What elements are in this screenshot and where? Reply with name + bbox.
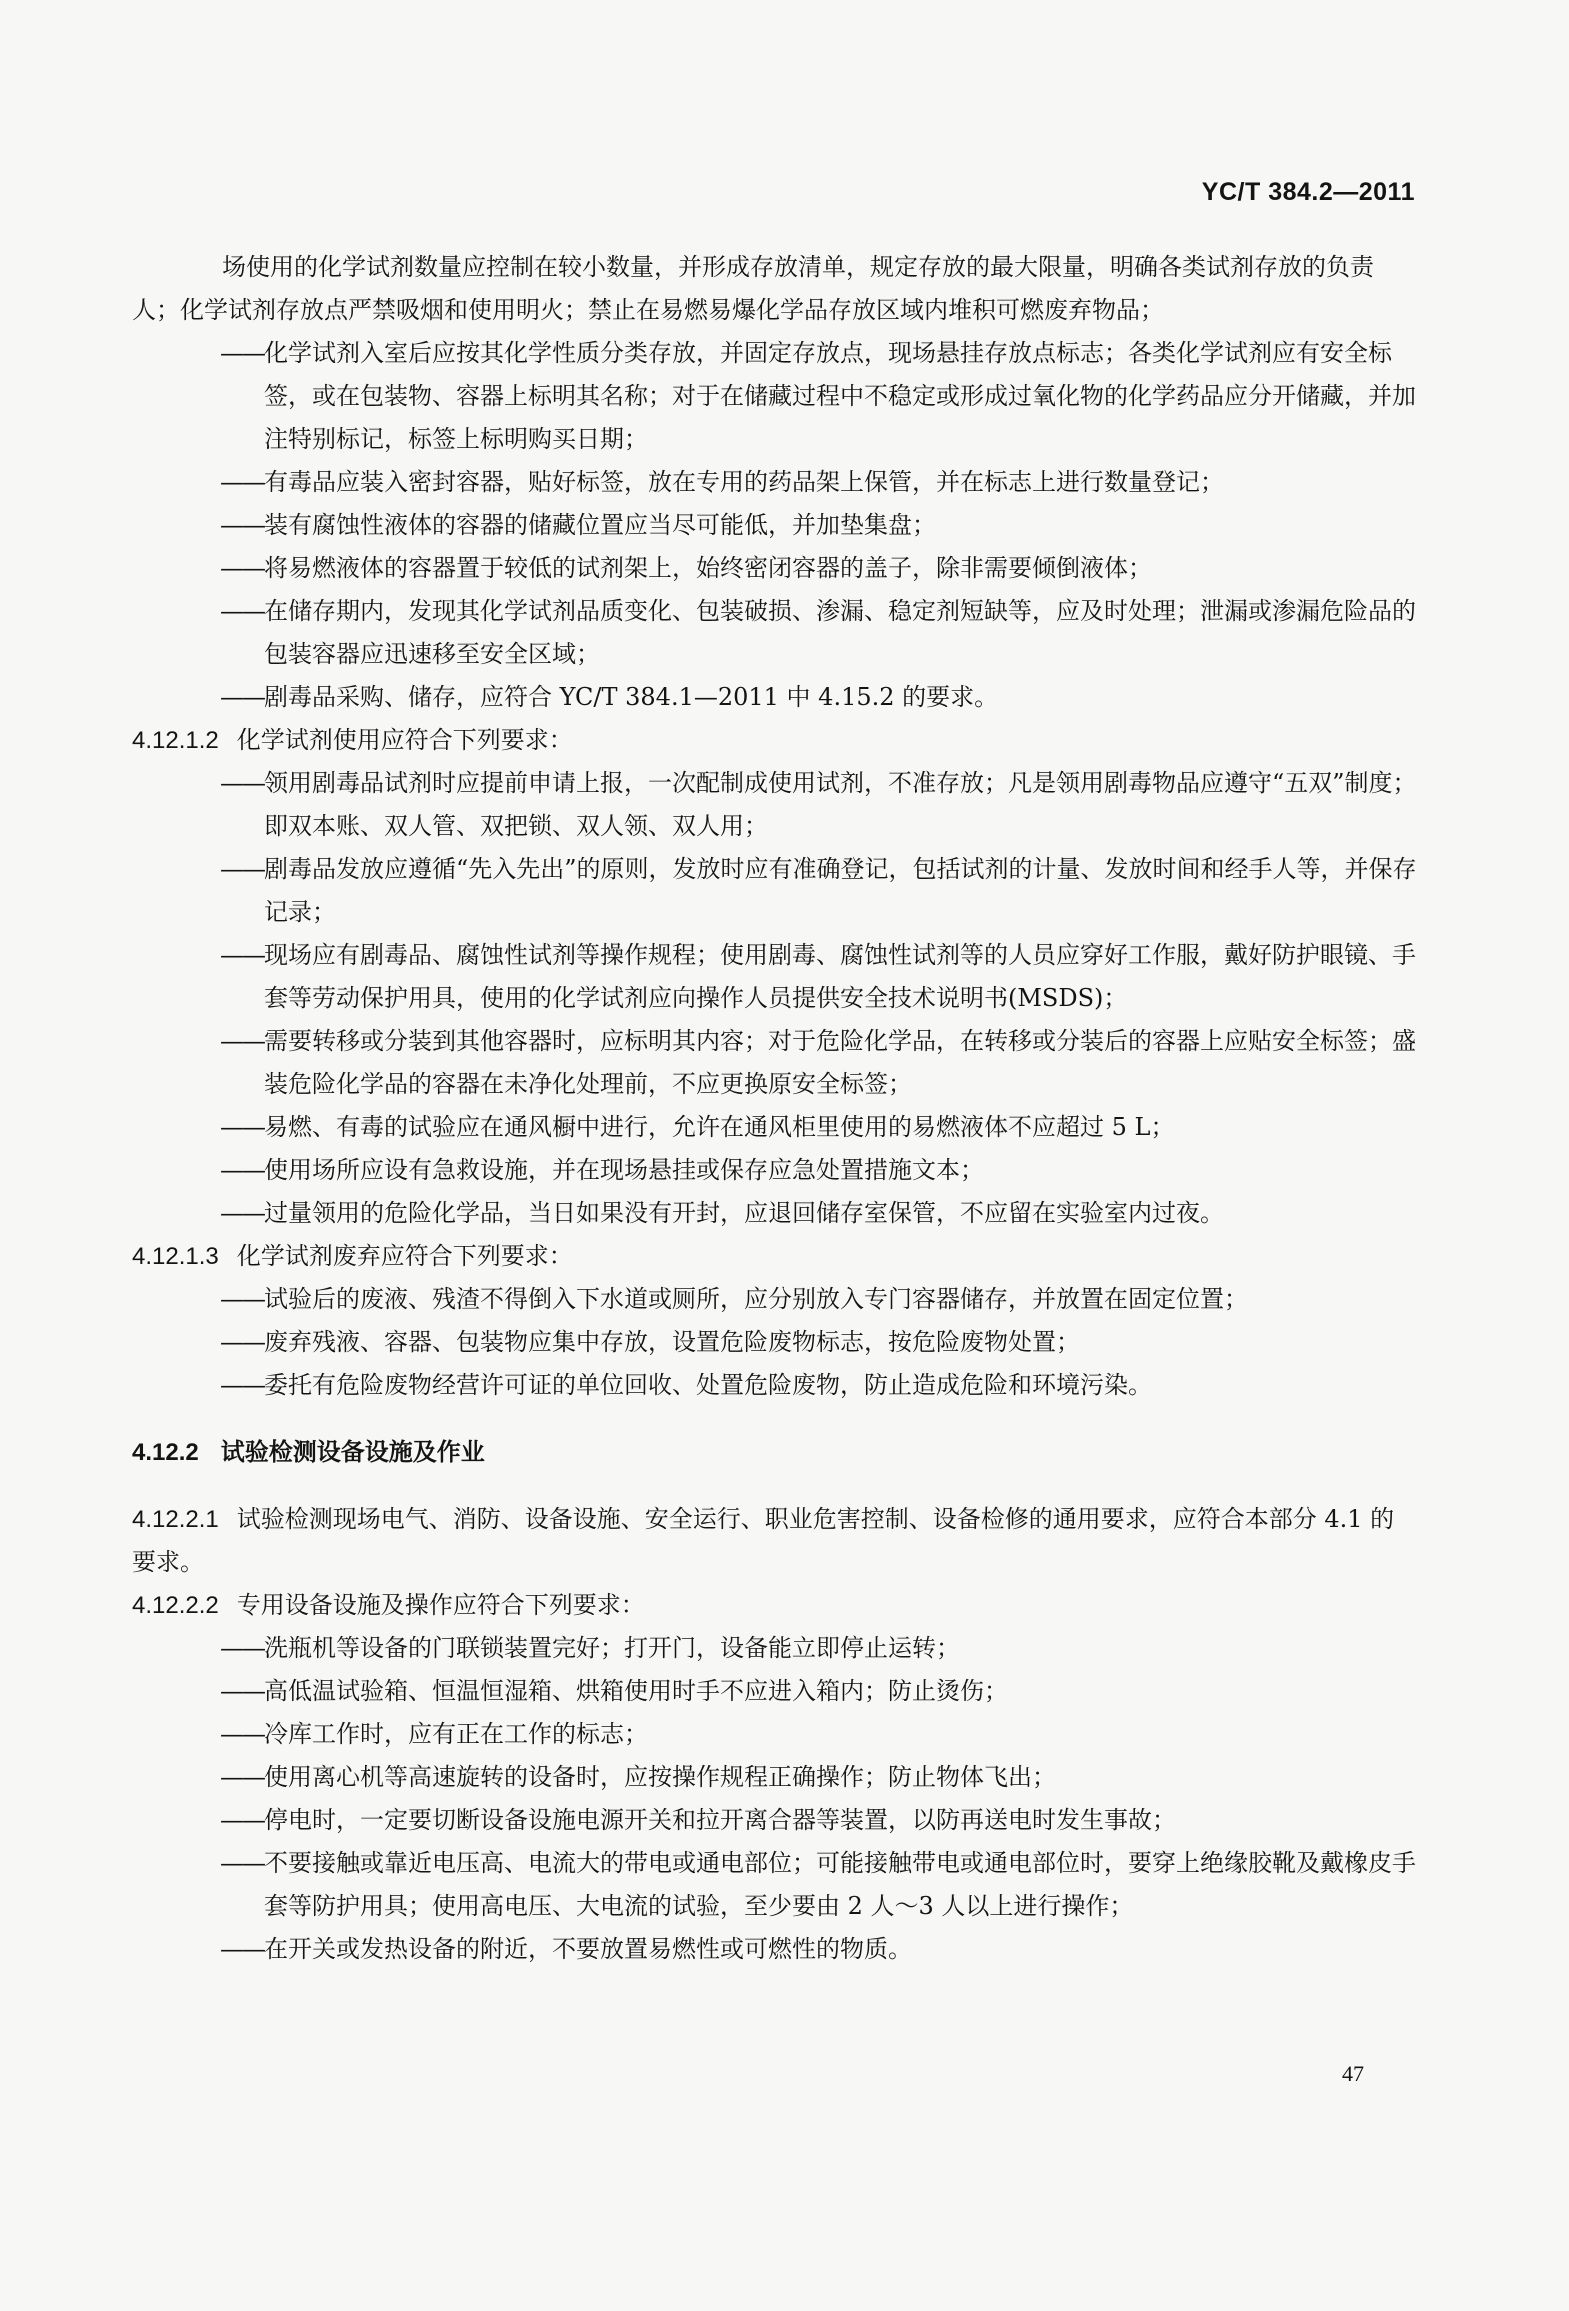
- list-item-text: 洗瓶机等设备的门联锁装置完好；打开门，设备能立即停止运转；: [264, 1634, 960, 1662]
- list-item-text: 冷库工作时，应有正在工作的标志；: [264, 1720, 648, 1748]
- dash-list-item: [132, 590, 1418, 676]
- dash-list-item: [132, 1192, 1418, 1235]
- section-heading: [132, 1431, 1418, 1474]
- list-item-text: 在储存期内，发现其化学试剂品质变化、包装破损、渗漏、稳定剂短缺等，应及时处理；泄漏或渗漏危险品的包装容器应迅速移至安全区域；: [264, 597, 1416, 668]
- list-dash: ——: [220, 683, 264, 711]
- clause-number: 4.12.2.1: [132, 1506, 219, 1533]
- dash-list-item: [132, 1364, 1418, 1407]
- dash-list-item: [132, 332, 1418, 461]
- list-dash: ——: [220, 1027, 264, 1055]
- list-item-text: 停电时，一定要切断设备设施电源开关和拉开离合器等装置，以防再送电时发生事故；: [264, 1806, 1176, 1834]
- clause-number: 4.12.1.3: [132, 1243, 219, 1270]
- list-dash: ——: [220, 339, 264, 367]
- list-item-text: 废弃残液、容器、包装物应集中存放，设置危险废物标志，按危险废物处置；: [264, 1328, 1080, 1356]
- dash-list-item: [132, 1627, 1418, 1670]
- list-item-text: 现场应有剧毒品、腐蚀性试剂等操作规程；使用剧毒、腐蚀性试剂等的人员应穿好工作服，戴好防护眼镜、手套等劳动保护用具，使用的化学试剂应向操作人员提供安全技术说明书(MSDS)；: [264, 941, 1416, 1012]
- dash-list-item: [132, 1020, 1418, 1106]
- list-dash: ——: [220, 597, 264, 625]
- list-item-text: 委托有危险废物经营许可证的单位回收、处置危险废物，防止造成危险和环境污染。: [264, 1371, 1152, 1399]
- list-dash: ——: [220, 1156, 264, 1184]
- dash-list-item: [132, 504, 1418, 547]
- list-item-text: 高低温试验箱、恒温恒湿箱、烘箱使用时手不应进入箱内；防止烫伤；: [264, 1677, 1008, 1705]
- list-item-text: 使用离心机等高速旋转的设备时，应按操作规程正确操作；防止物体飞出；: [264, 1763, 1056, 1791]
- dash-list-item: [132, 461, 1418, 504]
- list-dash: ——: [220, 554, 264, 582]
- clause-paragraph: [132, 719, 1418, 762]
- dash-list-item: [132, 1149, 1418, 1192]
- list-item-text: 将易燃液体的容器置于较低的试剂架上，始终密闭容器的盖子，除非需要倾倒液体；: [264, 554, 1152, 582]
- dash-list-item: [132, 1756, 1418, 1799]
- list-dash: ——: [220, 1199, 264, 1227]
- continuation-paragraph: 场使用的化学试剂数量应控制在较小数量，并形成存放清单，规定存放的最大限量，明确各类试剂存放的负责人；化学试剂存放点严禁吸烟和使用明火；禁止在易燃易爆化学品存放区域内堆积可燃废弃物品；: [132, 253, 1374, 324]
- clause-paragraph: [132, 1235, 1418, 1278]
- list-dash: ——: [220, 769, 264, 797]
- clause-text: 专用设备设施及操作应符合下列要求：: [236, 1591, 645, 1619]
- list-dash: ——: [220, 941, 264, 969]
- clause-paragraph: [132, 1584, 1418, 1627]
- dash-list-item: [132, 1106, 1418, 1149]
- list-dash: ——: [220, 1371, 264, 1399]
- list-dash: ——: [220, 1634, 264, 1662]
- list-item-text: 装有腐蚀性液体的容器的储藏位置应当尽可能低，并加垫集盘；: [264, 511, 936, 539]
- list-dash: ——: [220, 1285, 264, 1313]
- dash-list-item: [132, 934, 1418, 1020]
- dash-list-item: [132, 762, 1418, 848]
- dash-list-item: [132, 1670, 1418, 1713]
- standard-number: YC/T 384.2—2011: [1201, 178, 1415, 206]
- list-item-text: 领用剧毒品试剂时应提前申请上报，一次配制成使用试剂，不准存放；凡是领用剧毒物品应遵守“五双”制度；即双本账、双人管、双把锁、双人领、双人用；: [264, 769, 1417, 840]
- clause-text: 化学试剂废弃应符合下列要求：: [236, 1242, 573, 1270]
- clause-text: 化学试剂使用应符合下列要求：: [236, 726, 573, 754]
- list-dash: ——: [220, 1806, 264, 1834]
- dash-list-item: [132, 1278, 1418, 1321]
- dash-list-item: [132, 1928, 1418, 1971]
- list-dash: ——: [220, 855, 264, 883]
- list-item-text: 化学试剂入室后应按其化学性质分类存放，并固定存放点，现场悬挂存放点标志；各类化学试剂应有安全标签，或在包装物、容器上标明其名称；对于在储藏过程中不稳定或形成过氧化物的化学药品应分开储藏，并加注特别标记，标签上标明购买日期；: [264, 339, 1416, 453]
- dash-list-item: [132, 848, 1418, 934]
- dash-list-item: [132, 1799, 1418, 1842]
- document-body: [132, 246, 1418, 1971]
- heading-text: 试验检测设备设施及作业: [220, 1438, 485, 1466]
- list-dash: ——: [220, 1935, 264, 1963]
- clause-number: 4.12.1.2: [132, 727, 219, 754]
- clause-number: 4.12.2.2: [132, 1592, 219, 1619]
- dash-list-item: [132, 547, 1418, 590]
- list-dash: ——: [220, 1328, 264, 1356]
- clause-text: 试验检测现场电气、消防、设备设施、安全运行、职业危害控制、设备检修的通用要求，应符合本部分 4.1 的要求。: [132, 1505, 1395, 1576]
- list-dash: ——: [220, 1849, 264, 1877]
- dash-list-item: [132, 676, 1418, 719]
- list-item-text: 易燃、有毒的试验应在通风橱中进行，允许在通风柜里使用的易燃液体不应超过 5 L；: [264, 1113, 1175, 1141]
- list-dash: ——: [220, 1720, 264, 1748]
- dash-list-item: [132, 1713, 1418, 1756]
- list-item-text: 过量领用的危险化学品，当日如果没有开封，应退回储存室保管，不应留在实验室内过夜。: [264, 1199, 1224, 1227]
- list-item-text: 剧毒品发放应遵循“先入先出”的原则，发放时应有准确登记，包括试剂的计量、发放时间和经手人等，并保存记录；: [264, 855, 1417, 926]
- list-dash: ——: [220, 1763, 264, 1791]
- list-dash: ——: [220, 1677, 264, 1705]
- dash-list-item: [132, 1321, 1418, 1364]
- list-dash: ——: [220, 1113, 264, 1141]
- list-dash: ——: [220, 468, 264, 496]
- list-item-text: 不要接触或靠近电压高、电流大的带电或通电部位；可能接触带电或通电部位时，要穿上绝缘胶靴及戴橡皮手套等防护用具；使用高电压、大电流的试验，至少要由 2 人～3 人以上进行操作；: [264, 1849, 1416, 1920]
- list-item-text: 使用场所应设有急救设施，并在现场悬挂或保存应急处置措施文本；: [264, 1156, 984, 1184]
- clause-number: 4.12.2: [132, 1439, 199, 1466]
- list-item-text: 剧毒品采购、储存，应符合 YC/T 384.1—2011 中 4.15.2 的要求。: [264, 683, 999, 711]
- list-item-text: 需要转移或分装到其他容器时，应标明其内容；对于危险化学品，在转移或分装后的容器上应贴安全标签；盛装危险化学品的容器在未净化处理前，不应更换原安全标签；: [264, 1027, 1416, 1098]
- list-item-text: 试验后的废液、残渣不得倒入下水道或厕所，应分别放入专门容器储存，并放置在固定位置；: [264, 1285, 1248, 1313]
- dash-list-item: [132, 1842, 1418, 1928]
- clause-paragraph: [132, 1498, 1418, 1584]
- page-number: 47: [1342, 2061, 1364, 2086]
- list-item-text: 有毒品应装入密封容器，贴好标签，放在专用的药品架上保管，并在标志上进行数量登记；: [264, 468, 1224, 496]
- list-dash: ——: [220, 511, 264, 539]
- list-item-text: 在开关或发热设备的附近，不要放置易燃性或可燃性的物质。: [264, 1935, 912, 1963]
